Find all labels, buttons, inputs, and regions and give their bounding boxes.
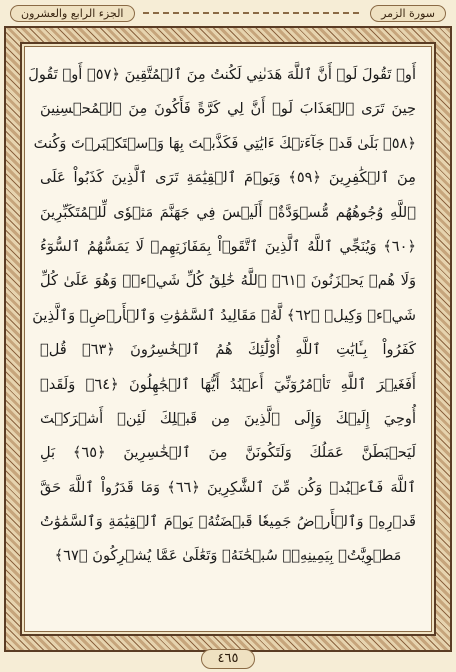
page-number: ٤٦٥ <box>201 649 256 669</box>
text-line-2: حِينَ تَرَى ٱلۡعَذَابَ لَوۡ أَنَّ لِي كَرَّةً فَأَكُونَ مِنَ ٱلۡمُحۡسِنِينَ <box>40 100 416 118</box>
text-line-11: أُوحِيَ إِلَيۡكَ وَإِلَى ٱلَّذِينَ مِن قَبۡلِكَ لَئِنۡ أَشۡرَكۡتَ <box>40 409 416 427</box>
text-line-6: ﴿٦٠﴾ وَيُنَجِّي ٱللَّهُ ٱلَّذِينَ ٱتَّقَوۡاْ بِمَفَازَتِهِمۡ لَا يَمَسُّهُمُ ٱلسُّوٓءُ <box>40 237 416 255</box>
text-line-4: مِنَ ٱلۡكَٰفِرِينَ ﴿٥٩﴾ وَيَوۡمَ ٱلۡقِيَٰمَةِ تَرَى ٱلَّذِينَ كَذَبُواْ عَلَى <box>40 169 416 187</box>
text-line-13: ٱللَّهَ فَٱعۡبُدۡ وَكُن مِّنَ ٱلشَّٰكِرِينَ ﴿٦٦﴾ وَمَا قَدَرُواْ ٱللَّهَ حَقَّ <box>40 478 416 496</box>
text-panel <box>20 42 436 636</box>
juz-name: الجزء الرابع والعشرون <box>10 5 135 22</box>
quran-text <box>28 58 417 624</box>
text-line-7: وَلَا هُمۡ يَحۡزَنُونَ ﴿٦١﴾ ٱللَّهُ خَٰلِقُ كُلِّ شَيۡءٖۖ وَهُوَ عَلَىٰ كُلِّ <box>40 272 416 290</box>
page-footer <box>0 648 456 670</box>
header-divider <box>143 12 363 14</box>
text-line-14: قَدۡرِهِۦ وَٱلۡأَرۡضُ جَمِيعٗا قَبۡضَتُهُۥ يَوۡمَ ٱلۡقِيَٰمَةِ وَٱلسَّمَٰوَٰتُ <box>40 513 416 531</box>
text-line-5: ٱللَّهِ وُجُوهُهُم مُّسۡوَدَّةٌۚ أَلَيۡسَ فِي جَهَنَّمَ مَثۡوٗى لِّلۡمُتَكَبِّرِينَ <box>40 203 416 221</box>
text-line-1: أَوۡ تَقُولَ لَوۡ أَنَّ ٱللَّهَ هَدَىٰنِي لَكُنتُ مِنَ ٱلۡمُتَّقِينَ ﴿٥٧﴾ أَوۡ تَقُولَ <box>28 66 416 83</box>
ornamental-frame <box>4 26 452 652</box>
text-line-15: مَطۡوِيَّٰتُۢ بِيَمِينِهِۦۚ سُبۡحَٰنَهُۥ وَتَعَٰلَىٰ عَمَّا يُشۡرِكُونَ ﴿٦٧﴾ <box>54 547 402 565</box>
surah-name: سورة الزمر <box>370 5 446 22</box>
page-header <box>10 2 446 24</box>
text-line-9: كَفَرُواْ بِـَٔايَٰتِ ٱللَّهِ أُوْلَٰٓئِكَ هُمُ ٱلۡخَٰسِرُونَ ﴿٦٣﴾ قُلۡ <box>40 341 416 359</box>
text-line-3: ﴿٥٨﴾ بَلَىٰ قَدۡ جَآءَتۡكَ ءَايَٰتِي فَكَذَّبۡتَ بِهَا وَٱسۡتَكۡبَرۡتَ وَكُنتَ <box>33 134 416 152</box>
text-line-8: شَيۡءٖ وَكِيلٞ ﴿٦٢﴾ لَّهُۥ مَقَالِيدُ ٱلسَّمَٰوَٰتِ وَٱلۡأَرۡضِۗ وَٱلَّذِينَ <box>32 306 416 324</box>
text-line-12: لَيَحۡبَطَنَّ عَمَلُكَ وَلَتَكُونَنَّ مِنَ ٱلۡخَٰسِرِينَ ﴿٦٥﴾ بَلِ <box>40 444 417 462</box>
text-line-10: أَفَغَيۡرَ ٱللَّهِ تَأۡمُرُوٓنِّيٓ أَعۡبُدُ أَيُّهَا ٱلۡجَٰهِلُونَ ﴿٦٤﴾ وَلَقَدۡ <box>40 375 416 393</box>
